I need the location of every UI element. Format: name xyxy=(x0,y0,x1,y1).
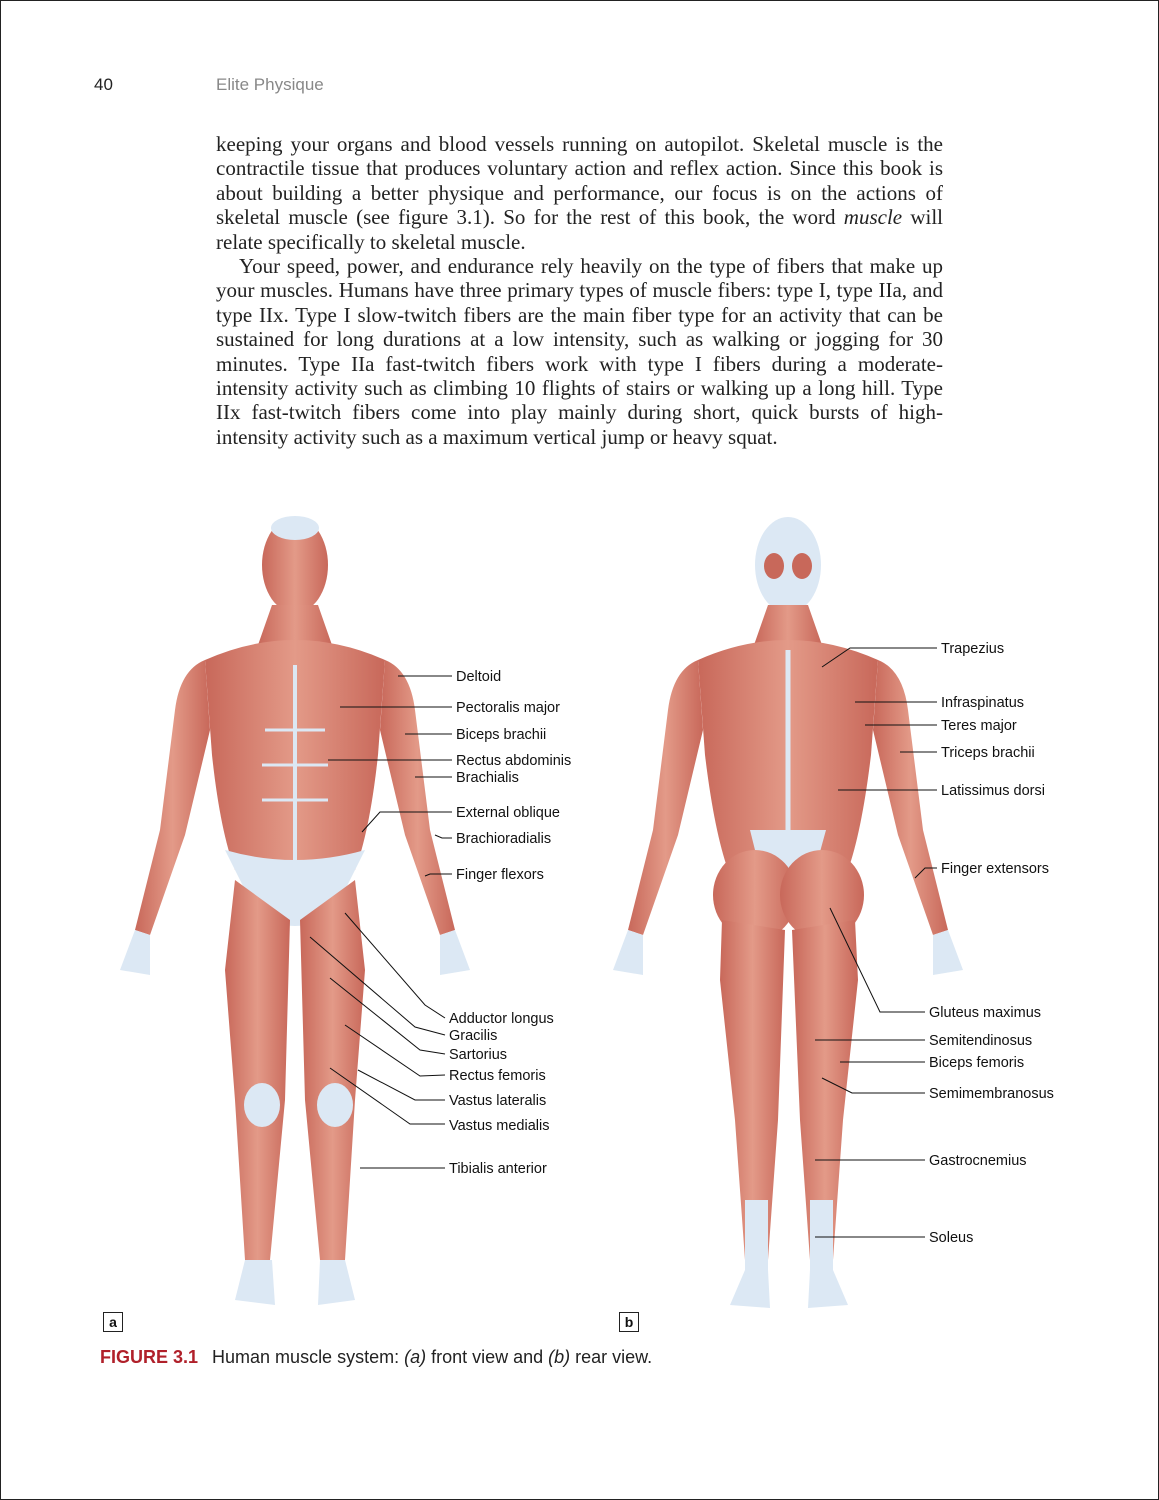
muscle-figure xyxy=(0,500,1159,1320)
front-right-arm xyxy=(135,660,210,935)
front-right-leg xyxy=(225,880,290,1260)
rear-right-hand xyxy=(933,930,963,975)
body-text xyxy=(216,132,943,449)
label-teres-major: Teres major xyxy=(941,718,1017,734)
label-rectus-abdominis: Rectus abdominis xyxy=(456,753,572,769)
page-number: 40 xyxy=(94,75,113,94)
rear-left-foot xyxy=(730,1270,770,1308)
rear-left-arm xyxy=(628,660,703,935)
front-neck xyxy=(258,605,332,645)
rear-right-foot xyxy=(808,1270,848,1308)
rear-left-achilles xyxy=(745,1200,768,1270)
label-sartorius: Sartorius xyxy=(449,1047,508,1063)
label-vastus-lateralis: Vastus lateralis xyxy=(449,1093,547,1109)
label-gracilis: Gracilis xyxy=(449,1028,498,1044)
label-adductor-longus: Adductor longus xyxy=(449,1011,554,1027)
rear-neck xyxy=(754,605,822,645)
label-rectus-femoris: Rectus femoris xyxy=(449,1068,546,1084)
rear-body-illustration xyxy=(613,517,963,1308)
rear-head-muscle-left xyxy=(764,553,784,579)
paragraph-1 xyxy=(216,132,943,254)
front-labels xyxy=(449,669,571,1177)
caption-text-1: Human muscle system: xyxy=(212,1347,405,1367)
front-body-illustration xyxy=(120,516,470,1305)
running-head: Elite Physique xyxy=(216,75,324,94)
label-soleus: Soleus xyxy=(929,1230,974,1246)
front-right-foot xyxy=(235,1260,275,1305)
rear-right-achilles xyxy=(810,1200,833,1270)
label-deltoid: Deltoid xyxy=(456,669,502,685)
label-semimembranosus: Semimembranosus xyxy=(929,1086,1054,1102)
label-external-oblique: External oblique xyxy=(456,805,560,821)
front-left-hand xyxy=(440,930,470,975)
figure-3-1 xyxy=(0,500,1159,1330)
caption-italic-a: (a) xyxy=(404,1347,427,1367)
panel-label-a: a xyxy=(103,1312,123,1332)
label-pectoralis-major: Pectoralis major xyxy=(456,700,560,716)
rear-left-hand xyxy=(613,930,643,975)
panel-label-b: b xyxy=(619,1312,639,1332)
front-left-foot xyxy=(318,1260,355,1305)
front-left-knee xyxy=(317,1083,353,1127)
label-semitendinosus: Semitendinosus xyxy=(929,1033,1033,1049)
label-trapezius: Trapezius xyxy=(941,641,1005,657)
figure-caption xyxy=(100,1347,652,1368)
label-biceps-brachii: Biceps brachii xyxy=(456,727,547,743)
caption-italic-b: (b) xyxy=(548,1347,571,1367)
label-latissimus-dorsi: Latissimus dorsi xyxy=(941,783,1045,799)
label-biceps-femoris: Biceps femoris xyxy=(929,1055,1025,1071)
label-vastus-medialis: Vastus medialis xyxy=(449,1118,550,1134)
label-finger-flexors: Finger flexors xyxy=(456,867,544,883)
label-gastrocnemius: Gastrocnemius xyxy=(929,1153,1027,1169)
front-left-arm xyxy=(380,660,455,935)
paragraph-1-part-2: will relate specifically to skeletal muscle. xyxy=(216,205,944,254)
label-brachioradialis: Brachioradialis xyxy=(456,831,552,847)
paragraph-1-italic-word: muscle xyxy=(843,205,903,230)
label-triceps-brachii: Triceps brachii xyxy=(941,745,1035,761)
paragraph-1-part-1: keeping your organs and blood vessels running on autopilot. Skeletal muscle is the contractile tissue that produces voluntary action and reflex action. Since this book is about building a better physique and performance, our focus is on the actions of skeletal muscle (see figure 3.1). So for the rest of this book, the word xyxy=(216,132,943,230)
front-head-tendon xyxy=(271,516,319,540)
label-brachialis: Brachialis xyxy=(456,770,519,786)
front-right-knee xyxy=(244,1083,280,1127)
label-finger-extensors: Finger extensors xyxy=(941,861,1049,877)
label-infraspinatus: Infraspinatus xyxy=(941,695,1025,711)
caption-figure-label: FIGURE 3.1 xyxy=(100,1347,199,1367)
caption-text-3: rear view. xyxy=(570,1347,653,1367)
rear-head-muscle-right xyxy=(792,553,812,579)
front-right-hand xyxy=(120,930,150,975)
caption-text-2: front view and xyxy=(426,1347,549,1367)
label-gluteus-maximus: Gluteus maximus xyxy=(929,1005,1042,1021)
label-tibialis-anterior: Tibialis anterior xyxy=(449,1161,547,1177)
rear-right-arm xyxy=(873,660,948,935)
paragraph-2: Your speed, power, and endurance rely heavily on the type of fibers that make up your muscles. Humans have three primary types of muscle fibers: type I, type IIa, and type IIx. Type I slow-twitch fibers are the main fiber type for an activity that can be sustained for long durations at a low intensity, such as walking or jogging for 30 minutes. Type IIa fast-twitch fibers work with type I fibers during a moderate-intensity activity such as climbing 10 flights of stairs or walking up a long hill. Type IIx fast-twitch fibers come into play mainly during short, quick bursts of high-intensity activity such as a maximum vertical jump or heavy squat. xyxy=(216,254,943,449)
